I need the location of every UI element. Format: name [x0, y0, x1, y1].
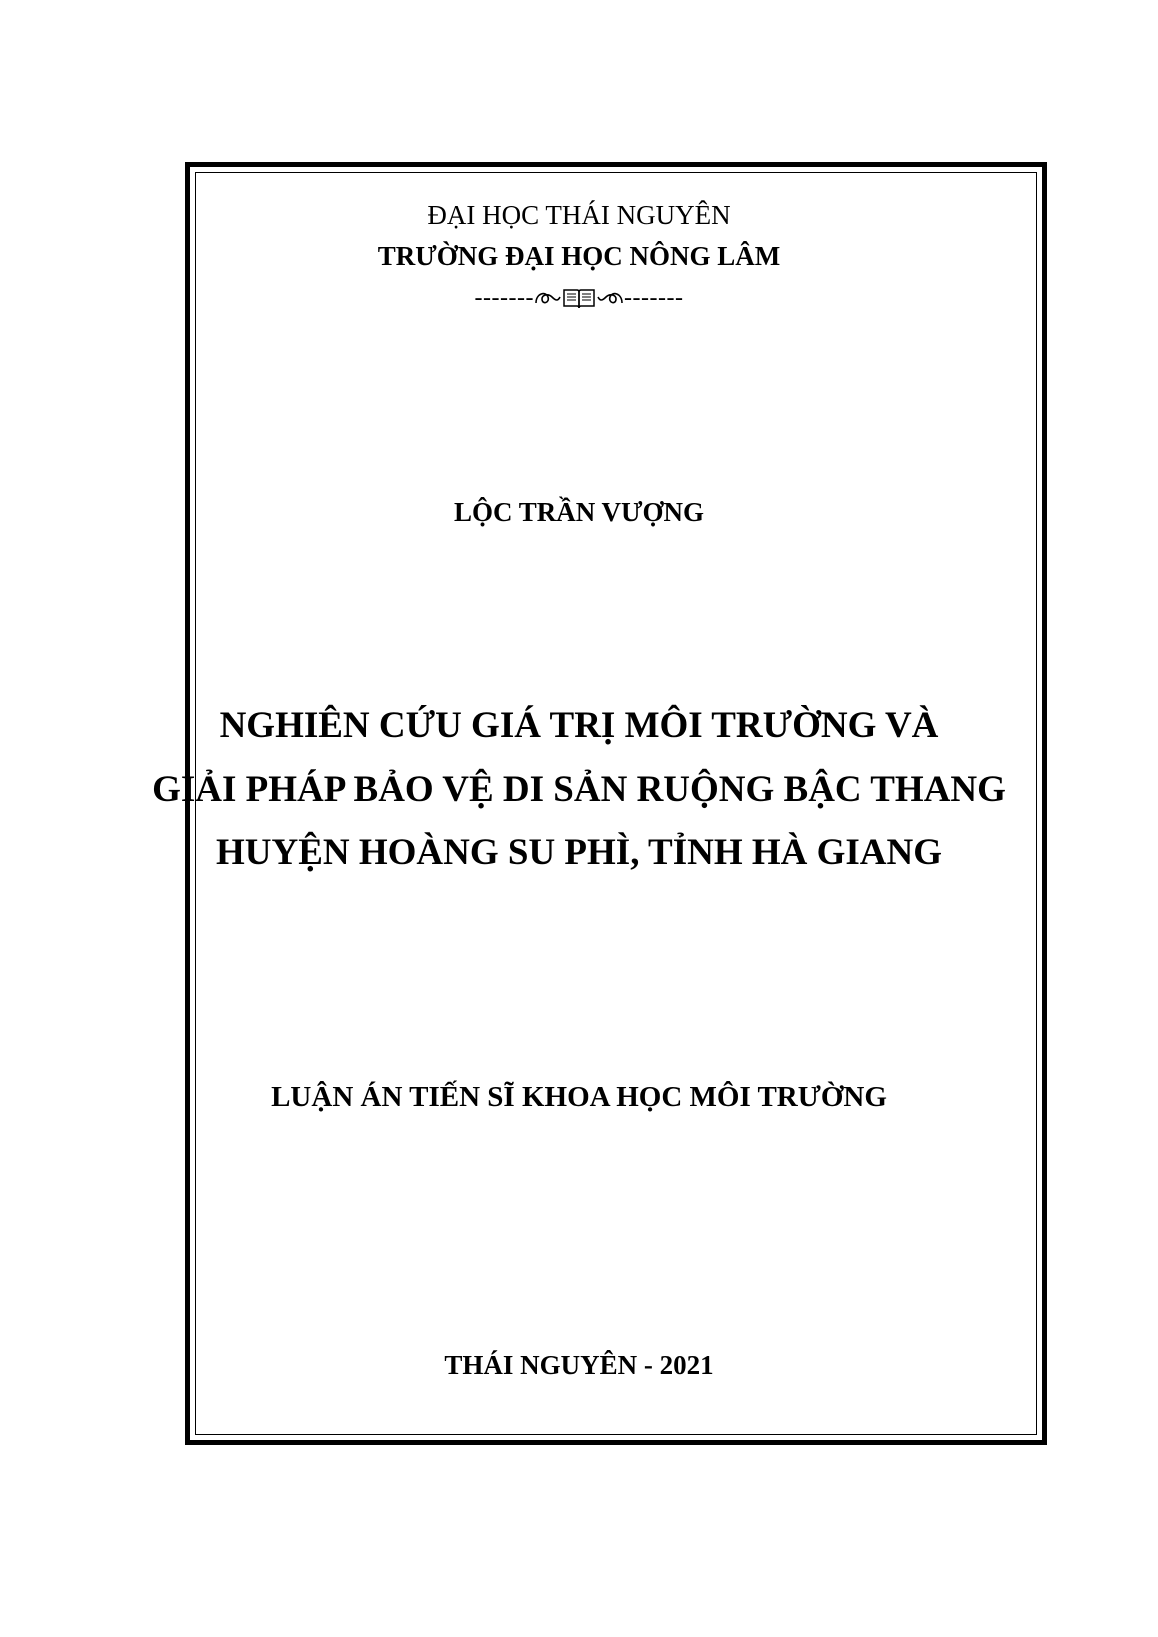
ornament-dashes-left: ------- — [474, 284, 534, 311]
thesis-title-line-1: NGHIÊN CỨU GIÁ TRỊ MÔI TRƯỜNG VÀ — [219, 705, 939, 746]
ornament-divider — [0, 283, 1158, 313]
thesis-title-line-3: HUYỆN HOÀNG SU PHÌ, TỈNH HÀ GIANG — [215, 832, 943, 873]
author-name: LỘC TRẦN VƯỢNG — [453, 497, 705, 527]
thesis-title-line-2: GIẢI PHÁP BẢO VỆ DI SẢN RUỘNG BẬC THANG — [152, 769, 1006, 810]
university-name: ĐẠI HỌC THÁI NGUYÊN — [427, 200, 731, 230]
swirl-left-icon — [534, 287, 562, 309]
swirl-right-icon — [596, 287, 624, 309]
school-name: TRƯỜNG ĐẠI HỌC NÔNG LÂM — [377, 241, 781, 271]
place-and-year: THÁI NGUYÊN - 2021 — [444, 1350, 714, 1380]
degree-type: LUẬN ÁN TIẾN SĨ KHOA HỌC MÔI TRƯỜNG — [271, 1081, 887, 1113]
ornament-dashes-right: ------- — [624, 284, 684, 311]
open-book-icon — [562, 286, 596, 310]
